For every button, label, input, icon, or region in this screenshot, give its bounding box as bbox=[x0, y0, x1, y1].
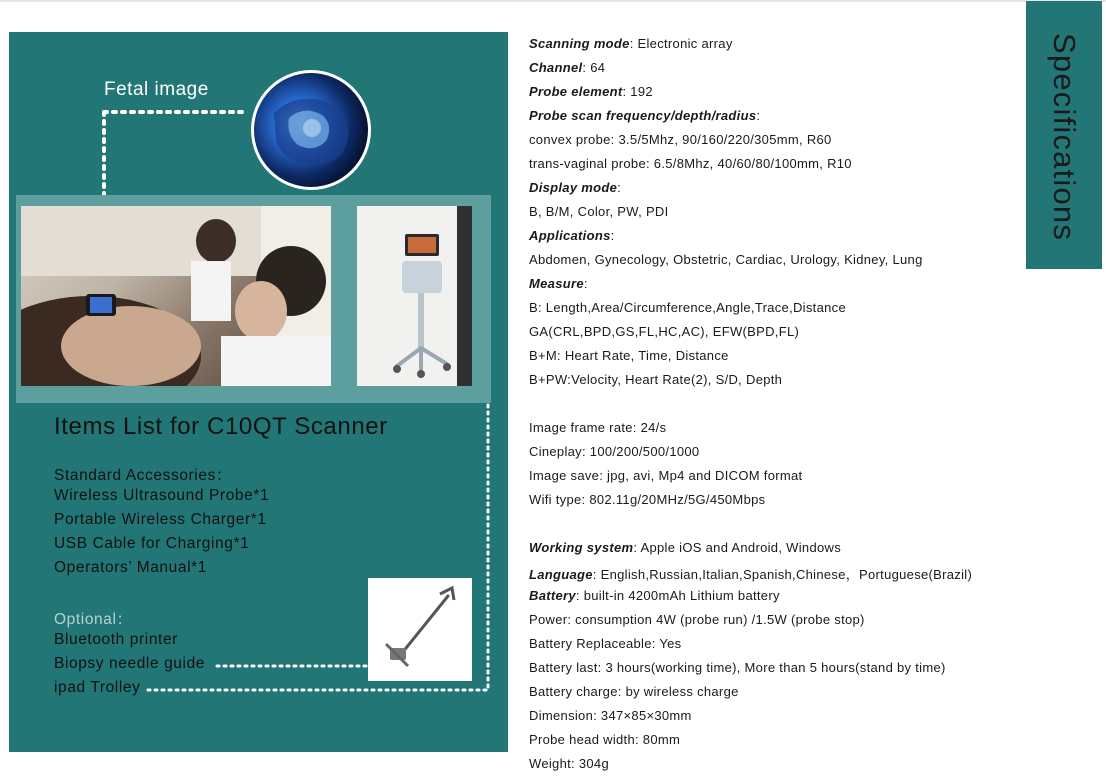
spec-value: B+M: Heart Rate, Time, Distance bbox=[529, 348, 729, 363]
standard-accessories-heading: Standard Accessories： bbox=[54, 467, 233, 484]
spec-line bbox=[529, 84, 653, 99]
spec-line bbox=[529, 684, 739, 699]
ipad-trolley-photo bbox=[357, 206, 472, 386]
spec-value: B: Length,Area/Circumference,Angle,Trace,Distance bbox=[529, 300, 846, 315]
optional-item: Biopsy needle guide bbox=[54, 655, 206, 672]
standard-item: Operators’ Manual*1 bbox=[54, 559, 207, 576]
spec-value: : 192 bbox=[622, 84, 653, 99]
spec-line bbox=[529, 228, 615, 243]
spec-value: Abdomen, Gynecology, Obstetric, Cardiac, Urology, Kidney, Lung bbox=[529, 252, 923, 267]
spec-value: GA(CRL,BPD,GS,FL,HC,AC), EFW(BPD,FL) bbox=[529, 324, 800, 339]
biopsy-needle-guide-image bbox=[368, 578, 472, 681]
spec-value: Dimension: 347×85×30mm bbox=[529, 708, 692, 723]
standard-item: Wireless Ultrasound Probe*1 bbox=[54, 487, 270, 504]
spec-value: Probe head width: 80mm bbox=[529, 732, 681, 747]
spec-line bbox=[529, 36, 733, 51]
spec-line bbox=[529, 732, 680, 747]
spec-key: Working system bbox=[529, 540, 634, 555]
spec-line bbox=[529, 708, 692, 723]
spec-value: Image save: jpg, avi, Mp4 and DICOM format bbox=[529, 468, 803, 483]
spec-value: : English,Russian,Italian,Spanish,Chinese，Portuguese(Brazil) bbox=[592, 567, 973, 582]
spec-value: : Apple iOS and Android, Windows bbox=[633, 540, 841, 555]
spec-value: Battery charge: by wireless charge bbox=[529, 684, 739, 699]
optional-item: ipad Trolley bbox=[54, 679, 141, 696]
spec-line bbox=[529, 204, 669, 219]
spec-value: B+PW:Velocity, Heart Rate(2), S/D, Depth bbox=[529, 372, 783, 387]
spec-value: : 64 bbox=[582, 60, 606, 75]
spec-value: Battery last: 3 hours(working time), More than 5 hours(stand by time) bbox=[529, 660, 946, 675]
spec-line bbox=[529, 276, 588, 291]
fetal-image-label: Fetal image bbox=[104, 79, 209, 100]
spec-value: Cineplay: 100/200/500/1000 bbox=[529, 444, 700, 459]
spec-line bbox=[529, 324, 799, 339]
items-list-title: Items List for C10QT Scanner bbox=[54, 413, 388, 440]
spec-line bbox=[529, 348, 729, 363]
spec-key: Probe element bbox=[529, 84, 623, 99]
spec-value: : built-in 4200mAh Lithium battery bbox=[575, 588, 780, 603]
spec-line bbox=[529, 612, 865, 627]
spec-line bbox=[529, 660, 946, 675]
specifications-tab-label: Specifications bbox=[1047, 33, 1082, 242]
spec-line bbox=[529, 564, 972, 583]
spec-value: : bbox=[617, 180, 622, 195]
spec-line bbox=[529, 540, 841, 555]
spec-value: Battery Replaceable: Yes bbox=[529, 636, 682, 651]
spec-value: B, B/M, Color, PW, PDI bbox=[529, 204, 669, 219]
spec-line bbox=[529, 372, 782, 387]
spec-value: convex probe: 3.5/5Mhz, 90/160/220/305mm, R60 bbox=[529, 132, 832, 147]
spec-line bbox=[529, 444, 699, 459]
spec-line bbox=[529, 636, 681, 651]
spec-key: Measure bbox=[529, 276, 584, 291]
spec-line bbox=[529, 156, 852, 171]
spec-value: trans-vaginal probe: 6.5/8Mhz, 40/60/80/100mm, R10 bbox=[529, 156, 852, 171]
standard-item: USB Cable for Charging*1 bbox=[54, 535, 250, 552]
spec-line bbox=[529, 588, 780, 603]
spec-line bbox=[529, 132, 832, 147]
clinical-scan-photo bbox=[21, 206, 331, 386]
spec-line bbox=[529, 468, 802, 483]
spec-line bbox=[529, 180, 621, 195]
spec-line bbox=[529, 252, 923, 267]
spec-line bbox=[529, 756, 609, 771]
spec-key: Scanning mode bbox=[529, 36, 630, 51]
top-divider bbox=[0, 0, 1106, 2]
spec-key: Language bbox=[529, 567, 593, 582]
spec-line bbox=[529, 300, 846, 315]
spec-value: Wifi type: 802.11g/20MHz/5G/450Mbps bbox=[529, 492, 766, 507]
standard-item: Portable Wireless Charger*1 bbox=[54, 511, 267, 528]
spec-line bbox=[529, 420, 666, 435]
spec-value: Image frame rate: 24/s bbox=[529, 420, 667, 435]
optional-heading: Optional： bbox=[54, 611, 133, 628]
spec-value: : bbox=[583, 276, 588, 291]
optional-item: Bluetooth printer bbox=[54, 631, 178, 648]
spec-value: Weight: 304g bbox=[529, 756, 609, 771]
spec-key: Display mode bbox=[529, 180, 618, 195]
spec-line bbox=[529, 108, 760, 123]
spec-value: Power: consumption 4W (probe run) /1.5W (probe stop) bbox=[529, 612, 865, 627]
fetal-ultrasound-image bbox=[251, 70, 371, 190]
spec-value: : Electronic array bbox=[629, 36, 733, 51]
spec-value: : bbox=[756, 108, 761, 123]
spec-key: Applications bbox=[529, 228, 611, 243]
spec-value: : bbox=[610, 228, 615, 243]
spec-line bbox=[529, 492, 765, 507]
spec-key: Probe scan frequency/depth/radius bbox=[529, 108, 757, 123]
spec-key: Channel bbox=[529, 60, 583, 75]
spec-line bbox=[529, 60, 605, 75]
spec-key: Battery bbox=[529, 588, 576, 603]
